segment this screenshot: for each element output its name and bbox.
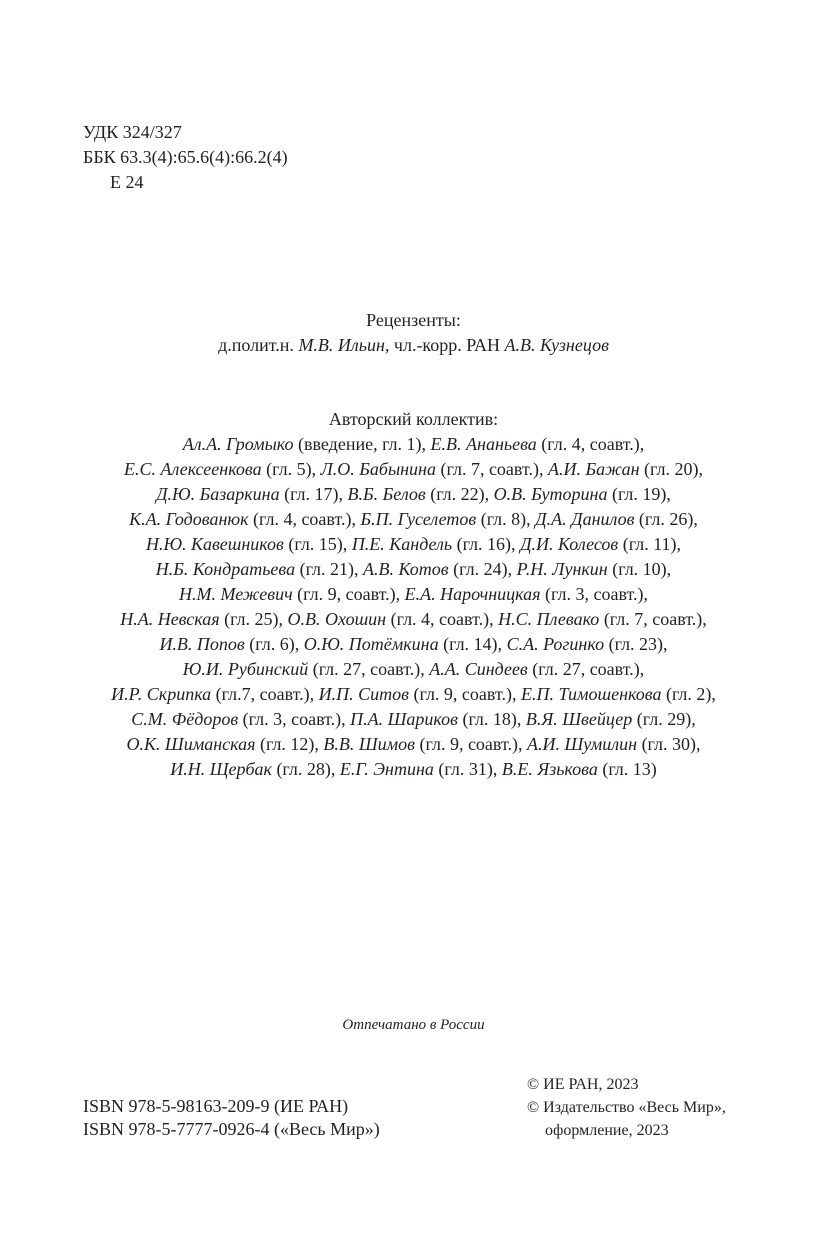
reviewer-1-degree: д.полит.н. — [218, 335, 294, 355]
collective-line — [0, 432, 827, 457]
collective-line — [0, 707, 827, 732]
author-name: С.М. Фёдоров — [131, 709, 239, 729]
chapter-ref: (гл. 7, соавт.), — [599, 609, 707, 629]
chapter-ref: (гл. 4, соавт.), — [536, 434, 645, 454]
chapter-ref: (гл. 16), — [452, 534, 521, 554]
chapter-ref: (гл. 30), — [637, 734, 701, 754]
author-mark: Е 24 — [110, 172, 144, 192]
chapter-ref: (гл. 6), — [244, 634, 304, 654]
chapter-ref: (гл. 25), — [219, 609, 288, 629]
collective-line — [0, 507, 827, 532]
chapter-ref: (гл. 9, соавт.), — [292, 584, 405, 604]
author-name: К.А. Годованюк — [129, 509, 249, 529]
author-name: П.Е. Кандель — [351, 534, 453, 554]
copyright-line-1: © ИЕ РАН, 2023 — [527, 1076, 639, 1093]
collective-line — [0, 457, 827, 482]
chapter-ref: (гл. 9, соавт.), — [415, 734, 527, 754]
author-name: В.Б. Белов — [347, 484, 426, 504]
chapter-ref: (гл. 4, соавт.), — [248, 509, 361, 529]
chapter-ref: (гл. 18), — [457, 709, 526, 729]
chapter-ref: (гл. 27, соавт.), — [308, 659, 430, 679]
chapter-ref: (гл. 11), — [618, 534, 682, 554]
author-name: Д.Ю. Базаркина — [156, 484, 280, 504]
classification-codes — [83, 120, 288, 195]
chapter-ref: (гл. 3, соавт.), — [238, 709, 351, 729]
author-name: О.В. Охошин — [287, 609, 387, 629]
author-name: Е.П. Тимошенкова — [520, 684, 662, 704]
chapter-ref: (гл. 21), — [295, 559, 364, 579]
author-name: Е.Г. Энтина — [339, 759, 434, 779]
chapter-ref: (гл. 19), — [607, 484, 671, 504]
chapter-ref: (гл. 23), — [604, 634, 668, 654]
author-name: А.И. Бажан — [547, 459, 640, 479]
chapter-ref: (гл. 10), — [607, 559, 672, 579]
collective-line — [0, 632, 827, 657]
collective-line — [0, 757, 827, 782]
author-name: Н.С. Плевако — [498, 609, 600, 629]
author-name: И.П. Ситов — [318, 684, 409, 704]
collective-lines — [0, 432, 827, 782]
author-name: А.А. Синдеев — [429, 659, 528, 679]
chapter-ref: (гл. 29), — [632, 709, 696, 729]
author-name: Н.Б. Кондратьева — [155, 559, 296, 579]
author-name: Д.И. Колесов — [520, 534, 619, 554]
chapter-ref: (гл. 24), — [448, 559, 517, 579]
chapter-ref: (введение, гл. 1), — [293, 434, 431, 454]
author-name: Ю.И. Рубинский — [182, 659, 309, 679]
author-name: О.В. Буторина — [493, 484, 608, 504]
reviewers-block — [0, 308, 827, 358]
isbn-line-1: ISBN 978-5-98163-209-9 (ИЕ РАН) — [83, 1096, 349, 1116]
isbn-line-2: ISBN 978-5-7777-0926-4 («Весь Мир») — [83, 1119, 380, 1139]
chapter-ref: (гл. 28), — [271, 759, 340, 779]
author-name: И.В. Попов — [159, 634, 245, 654]
chapter-ref: (гл. 3, соавт.), — [540, 584, 649, 604]
bbk-code: ББК 63.3(4):65.6(4):66.2(4) — [83, 147, 288, 167]
author-name: Б.П. Гуселетов — [360, 509, 477, 529]
reviewers-line — [0, 333, 827, 358]
collective-line — [0, 532, 827, 557]
author-name: Н.М. Межевич — [178, 584, 293, 604]
author-name: Л.О. Бабынина — [320, 459, 436, 479]
copyright-line-3: оформление, 2023 — [545, 1122, 669, 1139]
author-name: Д.А. Данилов — [535, 509, 635, 529]
author-name: И.Н. Щербак — [170, 759, 272, 779]
isbn-block — [83, 1095, 380, 1141]
author-name: Р.Н. Лункин — [516, 559, 608, 579]
chapter-ref: (гл. 2), — [661, 684, 716, 704]
chapter-ref: (гл. 20), — [639, 459, 703, 479]
chapter-ref: (гл. 5), — [261, 459, 321, 479]
author-name: Е.А. Нарочницкая — [404, 584, 541, 604]
chapter-ref: (гл. 26), — [634, 509, 698, 529]
udk-code: УДК 324/327 — [83, 122, 182, 142]
author-name: Ал.А. Громыко — [182, 434, 294, 454]
chapter-ref: (гл. 8), — [476, 509, 536, 529]
collective-line — [0, 582, 827, 607]
author-name: П.А. Шариков — [350, 709, 458, 729]
reviewer-1-name: М.В. Ильин, — [298, 335, 390, 355]
author-name: В.Я. Швейцер — [525, 709, 633, 729]
copyright-line-2: © Издательство «Весь Мир», — [527, 1099, 726, 1116]
collective-line — [0, 482, 827, 507]
reviewers-heading: Рецензенты: — [366, 310, 461, 330]
printed-in-russia-note: Отпечатано в России — [342, 1017, 485, 1033]
collective-line — [0, 732, 827, 757]
author-name: Н.Ю. Кавешников — [145, 534, 284, 554]
collective-line — [0, 607, 827, 632]
chapter-ref: (гл.7, соавт.), — [211, 684, 319, 704]
author-name: О.Ю. Потёмкина — [303, 634, 439, 654]
author-name: Н.А. Невская — [120, 609, 220, 629]
authors-collective — [0, 407, 827, 782]
chapter-ref: (гл. 17), — [279, 484, 348, 504]
chapter-ref: (гл. 27, соавт.), — [527, 659, 645, 679]
chapter-ref: (гл. 14), — [438, 634, 507, 654]
author-name: О.К. Шиманская — [126, 734, 256, 754]
chapter-ref: (гл. 4, соавт.), — [386, 609, 499, 629]
chapter-ref: (гл. 15), — [283, 534, 352, 554]
reviewer-2-title: чл.-корр. РАН — [393, 335, 500, 355]
author-name: Е.С. Алексеенкова — [124, 459, 262, 479]
collective-line — [0, 557, 827, 582]
collective-line — [0, 682, 827, 707]
collective-line — [0, 657, 827, 682]
chapter-ref: (гл. 13) — [597, 759, 657, 779]
chapter-ref: (гл. 31), — [433, 759, 502, 779]
author-name: С.А. Рогинко — [506, 634, 605, 654]
author-name: А.И. Шумилин — [526, 734, 638, 754]
chapter-ref: (гл. 22), — [425, 484, 494, 504]
author-name: И.Р. Скрипка — [111, 684, 212, 704]
reviewer-2-name: А.В. Кузнецов — [504, 335, 609, 355]
chapter-ref: (гл. 12), — [255, 734, 324, 754]
author-name: А.В. Котов — [363, 559, 449, 579]
author-name: Е.В. Ананьева — [430, 434, 537, 454]
chapter-ref: (гл. 7, соавт.), — [436, 459, 548, 479]
copyright-block — [527, 1073, 726, 1142]
author-name: В.Е. Язькова — [501, 759, 598, 779]
collective-heading: Авторский коллектив: — [328, 409, 499, 429]
chapter-ref: (гл. 9, соавт.), — [408, 684, 521, 704]
author-name: В.В. Шимов — [323, 734, 415, 754]
